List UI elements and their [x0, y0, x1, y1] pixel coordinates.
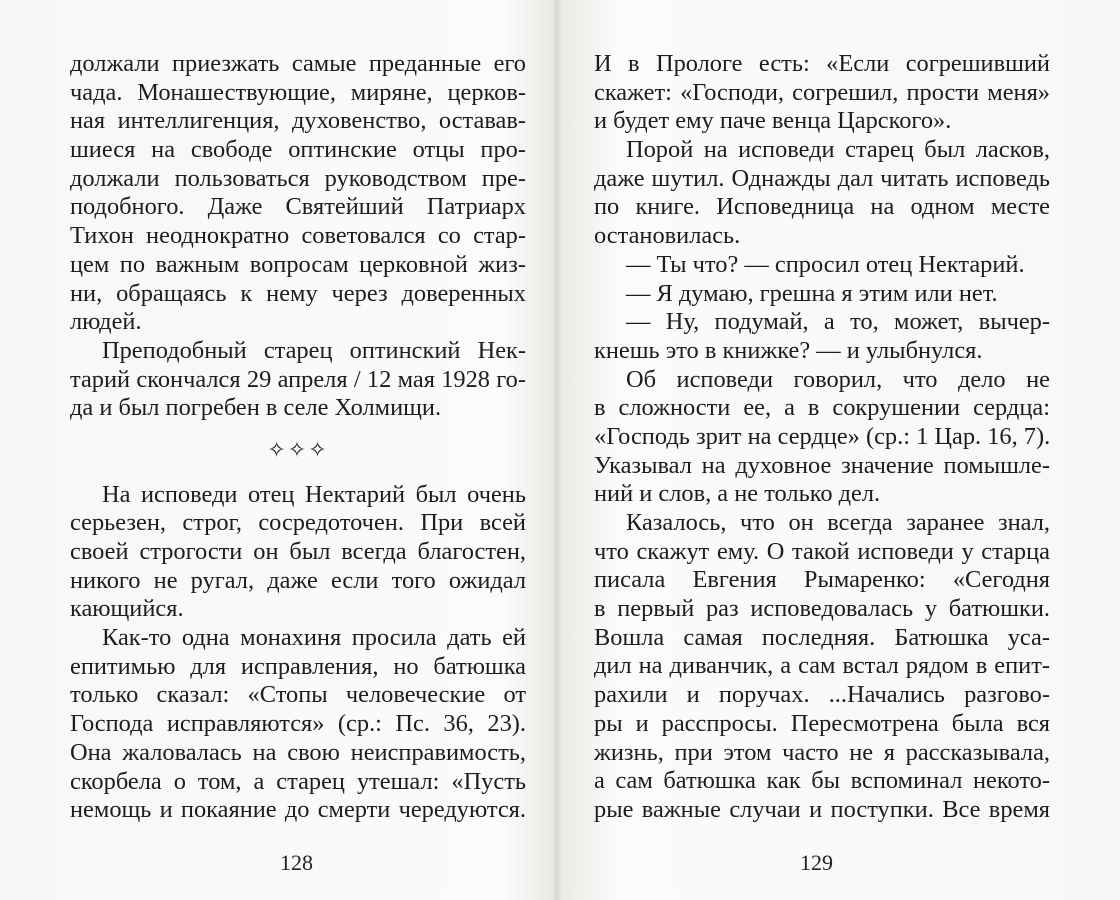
- text-line: должали приезжать самые преданные его: [70, 50, 526, 77]
- text-line: Казалось, что он всегда заранее знал,: [626, 509, 1050, 536]
- text-line: ры и расспросы. Пересмотрена была вся: [594, 709, 1050, 737]
- text-line: — Ну, подумай, а то, может, вычер-: [626, 308, 1050, 336]
- text-line: — Я думаю, грешна я этим или нет.: [626, 279, 998, 307]
- text-line: немощь и покаяние до смерти чередуются.: [70, 796, 526, 824]
- dialogue-line: [594, 251, 1050, 280]
- text-line: да и был погребен в селе Холмищи.: [70, 394, 442, 422]
- text-line: даже шутил. Однажды дал читать исповедь: [594, 164, 1050, 192]
- text-line: Господа исправляются» (ср.: Пс. 36, 23).: [70, 710, 526, 738]
- paragraph: [594, 136, 1050, 251]
- left-page: [70, 50, 526, 825]
- text-line: в сложности ее, а в сокрушении сердца:: [594, 394, 1050, 422]
- text-line: чада. Монашествующие, миряне, церков-: [70, 78, 526, 106]
- text-line: Указывал на духовное значение помышле-: [594, 451, 1050, 479]
- text-line: по книге. Исповедница на одном месте: [594, 193, 1050, 221]
- text-line: скажет: «Господи, согрешил, прости меня»: [594, 78, 1050, 106]
- text-line: шиеся на свободе оптинские отцы про-: [70, 136, 526, 164]
- text-line: Порой на исповеди старец был ласков,: [626, 136, 1050, 164]
- paragraph: [594, 509, 1050, 825]
- text-line: кающийся.: [70, 595, 184, 623]
- text-line: а сам батюшка как бы вспоминал некото-: [594, 767, 1050, 795]
- text-line: Преподобный старец оптинский Нек-: [102, 336, 526, 364]
- text-line: Как-то одна монахиня просила дать ей: [102, 624, 526, 652]
- text-line: ни, обращаясь к нему через доверенных: [70, 279, 526, 307]
- paragraph: [70, 337, 526, 423]
- text-line: дил на диванчик, а сам встал рядом в епит-: [594, 652, 1050, 680]
- text-line: — Ты что? — спросил отец Нектарий.: [626, 250, 1025, 278]
- text-line: писала Евгения Рымаренко: «Сегодня: [594, 566, 1050, 594]
- text-line: остановилась.: [594, 222, 741, 250]
- text-line: Тихон неоднократно советовался со стар-: [70, 222, 526, 250]
- dialogue-line: [594, 280, 1050, 309]
- right-page: [594, 50, 1050, 825]
- text-line: Вошла самая последняя. Батюшка уса-: [594, 623, 1050, 651]
- text-line: тарий скончался 29 апреля / 12 мая 1928 го-: [70, 365, 526, 393]
- text-line: жизнь, при этом часто не я рассказывала,: [594, 738, 1050, 766]
- text-line: подобного. Даже Святейший Патриарх: [70, 193, 526, 221]
- text-line: никого не ругал, даже если того ожидал: [70, 566, 526, 594]
- text-line: своей строгости он был всегда благостен,: [70, 538, 526, 565]
- paragraph: [594, 50, 1050, 136]
- text-line: и будет ему паче венца Царского».: [594, 107, 952, 135]
- text-line: людей.: [70, 308, 142, 336]
- text-line: ний и слов, а не только дел.: [594, 480, 881, 508]
- paragraph: [70, 481, 526, 624]
- text-line: скорбела о том, а старец утешал: «Пусть: [70, 767, 526, 795]
- page-number: 129: [800, 850, 833, 875]
- text-line: кнешь это в книжке? — и улыбнулся.: [594, 336, 983, 364]
- text-line: рахили и поручах. ...Начались разгово-: [594, 681, 1050, 709]
- text-line: только сказал: «Стопы человеческие от: [70, 681, 526, 709]
- paragraph: [70, 50, 526, 337]
- text-line: рые важные случаи и поступки. Все время: [594, 795, 1050, 823]
- paragraph: [594, 366, 1050, 509]
- text-line: в первый раз исповедовалась у батюшки.: [594, 595, 1050, 623]
- text-line: «Господь зрит на сердце» (ср.: 1 Цар. 16, 7).: [594, 422, 1051, 450]
- text-line: Она жаловалась на свою неисправимость,: [70, 738, 526, 766]
- section-divider-ornament: ✧✧✧: [267, 437, 329, 463]
- paragraph: [70, 624, 526, 825]
- text-line: должали пользоваться руководством пре-: [70, 164, 526, 192]
- text-line: Об исповеди говорил, что дело не: [626, 365, 1050, 393]
- text-line: что скажут ему. О такой исповеди у старца: [594, 537, 1050, 565]
- dialogue-line: [594, 308, 1050, 365]
- text-line: серьезен, строг, сосредоточен. При всей: [70, 509, 526, 537]
- text-line: ная интеллигенция, духовенство, оставав-: [70, 107, 526, 135]
- page-number: 128: [280, 850, 313, 875]
- text-line: цем по важным вопросам церковной жиз-: [70, 250, 526, 278]
- text-line: епитимью для исправления, но батюшка: [70, 652, 526, 680]
- text-line: И в Прологе есть: «Если согрешивший: [594, 50, 1050, 77]
- text-line: На исповеди отец Нектарий был очень: [102, 480, 526, 508]
